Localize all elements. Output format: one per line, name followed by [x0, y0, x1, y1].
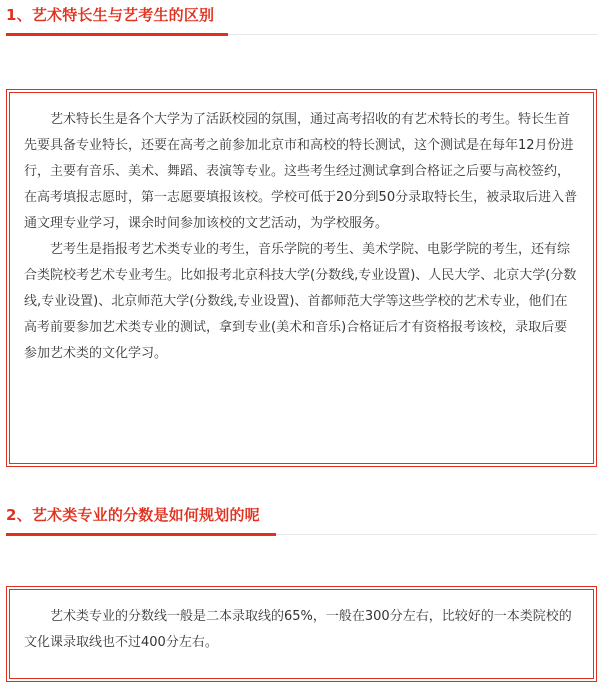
section-2-title-underline — [6, 533, 276, 536]
section-1-paragraph-1: 艺术特长生是各个大学为了活跃校园的氛围，通过高考招收的有艺术特长的考生。特长生首先要具备专业特长，还要在高考之前参加北京市和高校的特长测试，这个测试是在每年12月份进行，主要有音乐、美术、舞蹈、表演等专业。这些考生经过测试拿到合格证之后要与高校签约，在高考填报志愿时，第一志愿要填报该校。学校可低于20分到50分录取特长生，被录取后进入普通文理专业学习，课余时间参加该校的文艺活动，为学校服务。 — [24, 112, 578, 231]
section-1-title-underline — [6, 33, 228, 36]
section-1-title: 1、艺术特长生与艺考生的区别 — [6, 6, 215, 24]
section-1-content-box — [6, 89, 597, 467]
section-2-title: 2、艺术类专业的分数是如何规划的呢 — [6, 506, 260, 524]
section-2-content-inner — [9, 589, 594, 679]
section-2-heading — [6, 500, 597, 535]
section-1-heading — [6, 0, 597, 35]
section-2-paragraph-1: 艺术类专业的分数线一般是二本录取线的65%，一般在300分左右，比较好的一本类院校的文化课录取线也不过400分左右。 — [24, 609, 572, 650]
section-1-content-inner — [9, 92, 594, 464]
section-1-paragraph-2: 艺考生是指报考艺术类专业的考生，音乐学院的考生、美术学院、电影学院的考生，还有综合类院校考艺术专业考生。比如报考北京科技大学(分数线,专业设置)、人民大学、北京大学(分数线,专业设置)、北京师范大学(分数线,专业设置)、首都师范大学等这些学校的艺术专业，他们在高考前要参加艺术类专业的测试，拿到专业(美术和音乐)合格证后才有资格报考该校，录取后要参加艺术类的文化学习。 — [24, 242, 577, 361]
section-2-content-box — [6, 586, 597, 682]
